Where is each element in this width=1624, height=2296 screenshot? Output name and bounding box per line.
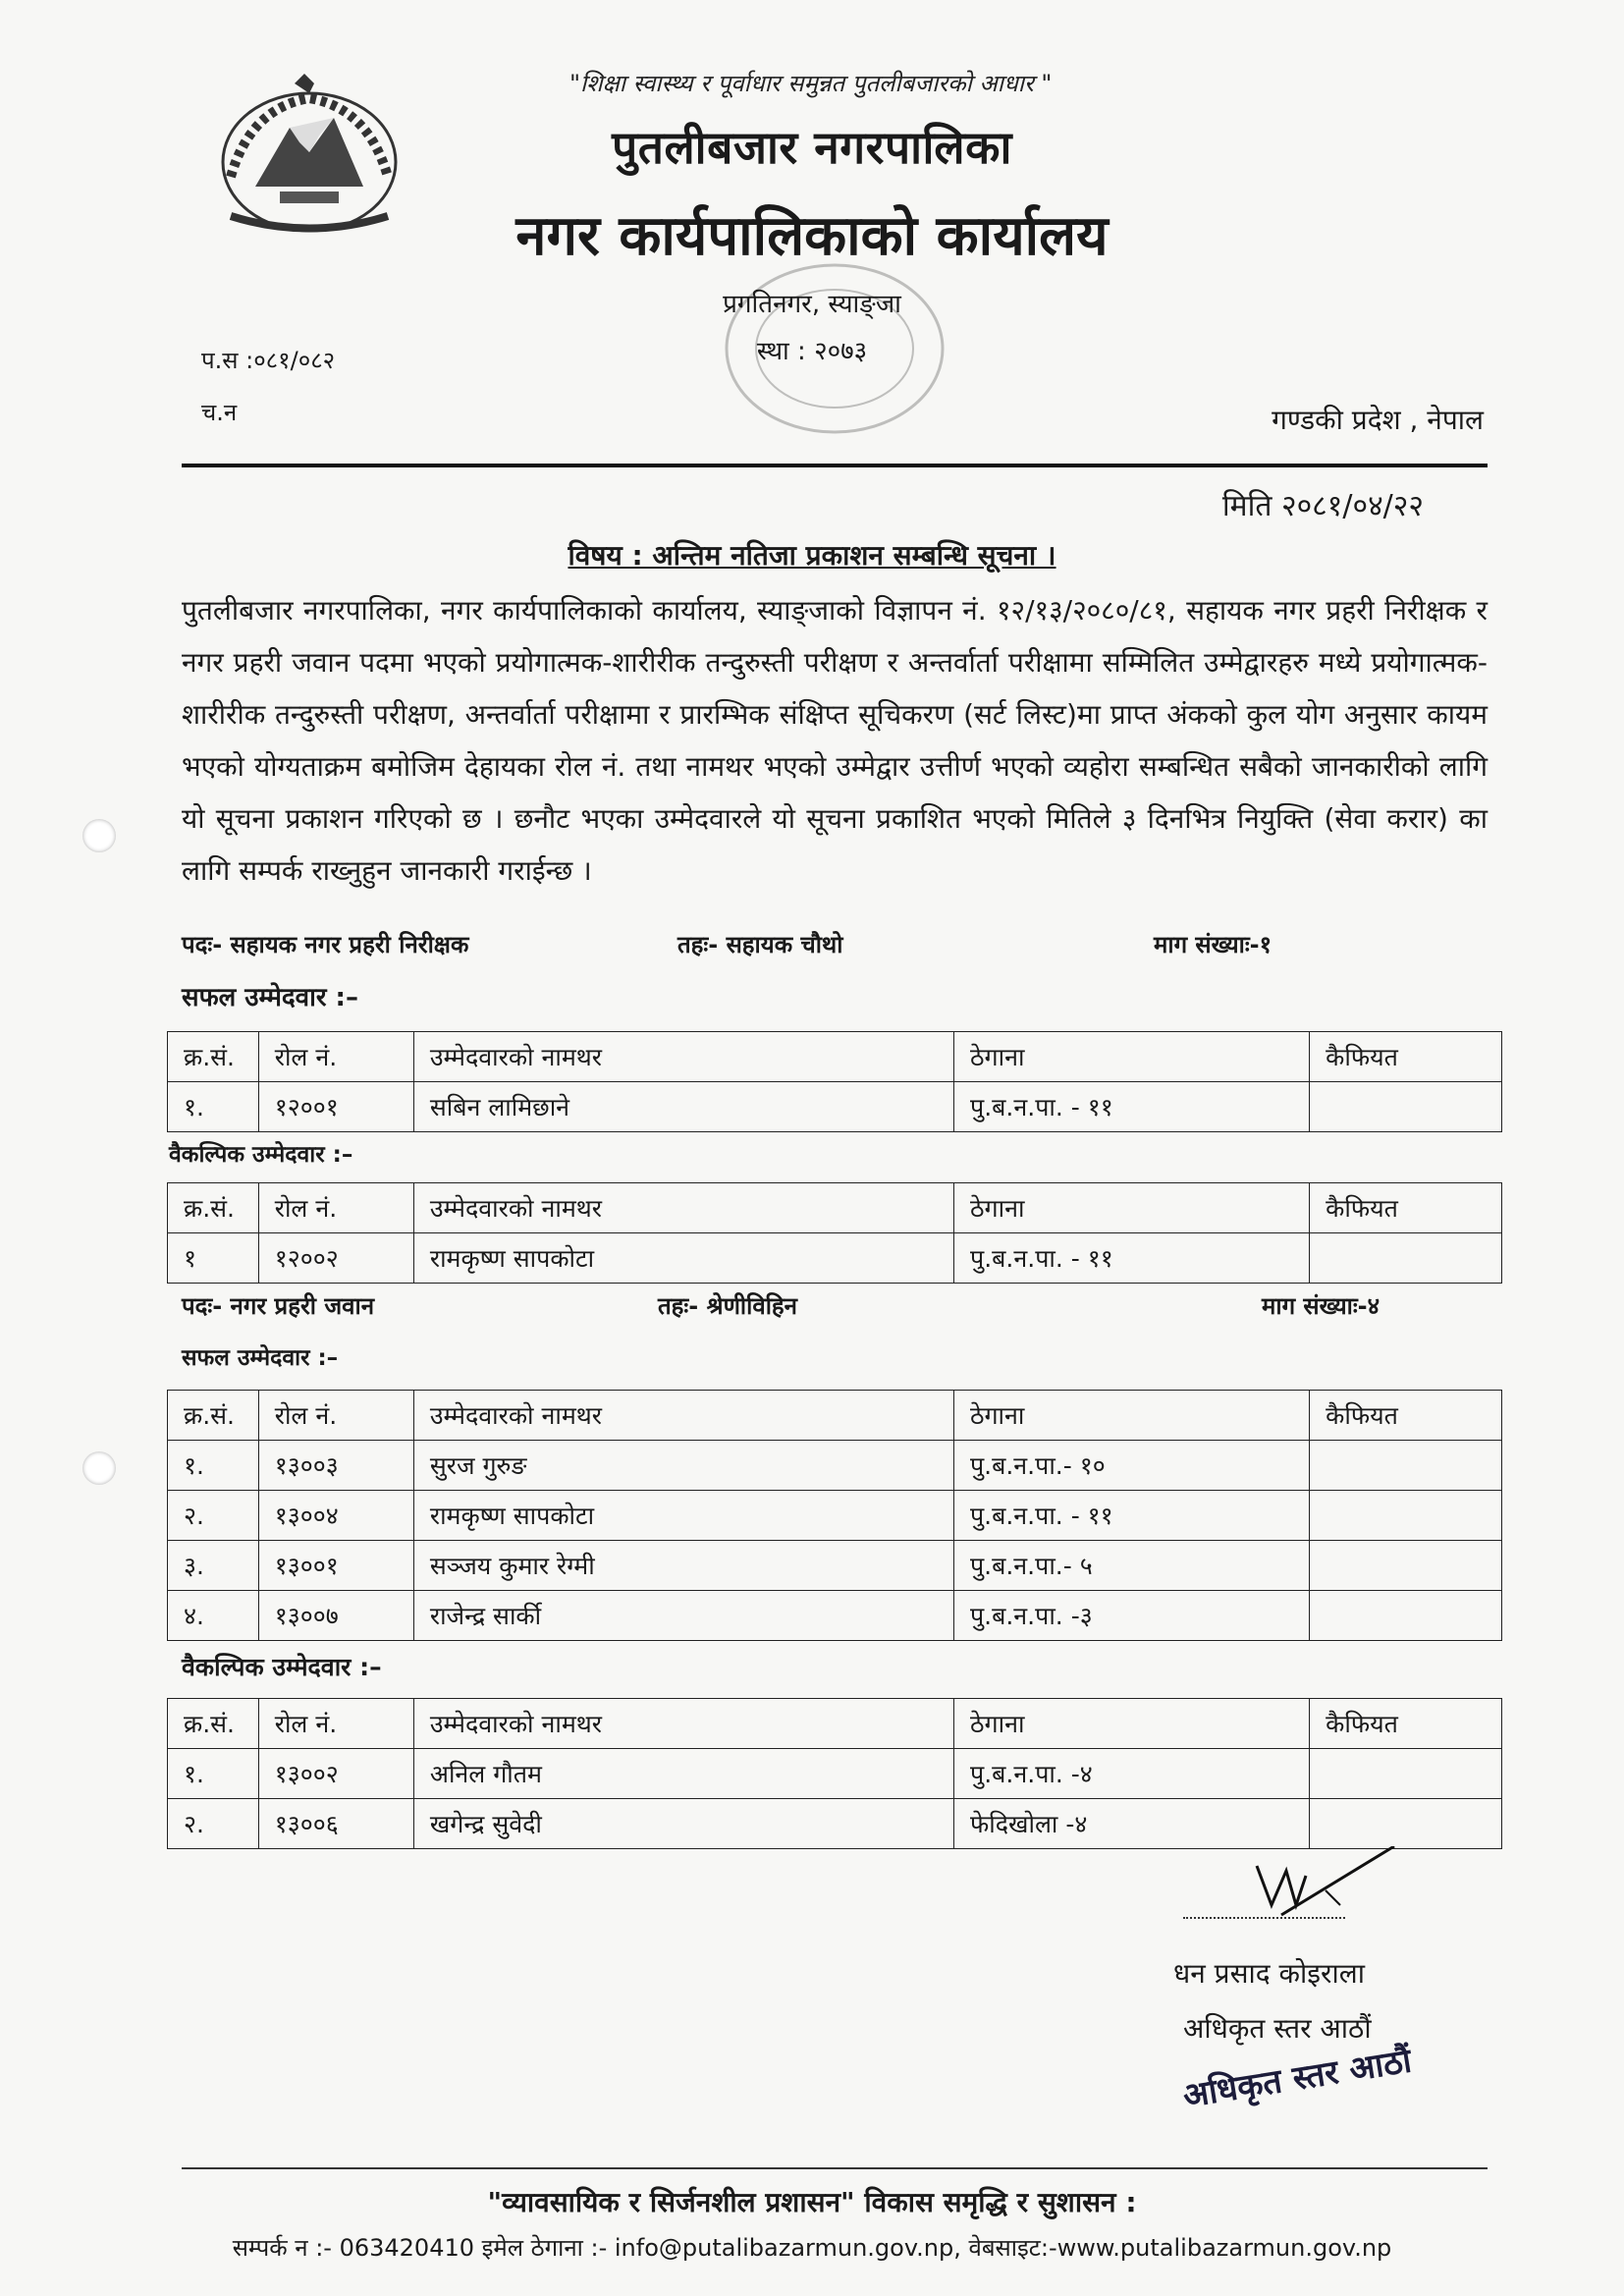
cell-serial: १. xyxy=(168,1082,259,1132)
footer-contact: सम्पर्क न :- 063420410 इमेल ठेगाना :- info@putalibazarmun.gov.np, वेबसाइट:-www.putalibazarmun.gov.np xyxy=(232,2234,1392,2262)
cell-candidate-name: सञ्जय कुमार रेग्मी xyxy=(413,1541,953,1591)
cell-roll-no: १३००६ xyxy=(258,1799,413,1849)
handwritten-signature xyxy=(1227,1846,1404,1925)
established-year: स्था : २०७३ xyxy=(756,337,868,366)
cell-address: फेदिखोला -४ xyxy=(954,1799,1310,1849)
footer-motto: "व्यावसायिक र सिर्जनशील प्रशासन" विकास समृद्धि र सुशासन : xyxy=(487,2186,1137,2218)
signature-line xyxy=(1183,1917,1345,1919)
cell-candidate-name: खगेन्द्र सुवेदी xyxy=(413,1799,953,1849)
letter-date: मिति २०८१/०४/२२ xyxy=(1221,489,1424,523)
column-header-remarks: कैफियत xyxy=(1310,1032,1502,1082)
table-header-row xyxy=(168,1183,1502,1233)
cell-remarks xyxy=(1310,1591,1502,1641)
footer-divider xyxy=(182,2167,1488,2169)
cell-candidate-name: रामकृष्ण सापकोटा xyxy=(413,1233,953,1284)
signatory-name: धन प्रसाद कोइराला xyxy=(1173,1957,1365,1990)
cell-remarks xyxy=(1310,1082,1502,1132)
cell-roll-no: १३००१ xyxy=(258,1541,413,1591)
cell-candidate-name: राजेन्द्र सार्की xyxy=(413,1591,953,1641)
column-header-roll-no: रोल नं. xyxy=(258,1699,413,1749)
table-row xyxy=(168,1441,1502,1491)
municipality-name: पुतलीबजार नगरपालिका xyxy=(612,121,1012,174)
cell-serial: ४. xyxy=(168,1591,259,1641)
column-header-roll-no: रोल नं. xyxy=(258,1391,413,1441)
reference-number: प.स :०८१/०८२ xyxy=(201,347,336,374)
cell-address: पु.ब.न.पा.- १० xyxy=(953,1441,1309,1491)
cell-serial: १. xyxy=(168,1749,259,1799)
cell-roll-no: १३००७ xyxy=(258,1591,413,1641)
cell-serial: १. xyxy=(168,1441,259,1491)
column-header-serial: क्र.सं. xyxy=(168,1183,259,1233)
cell-candidate-name: अनिल गौतम xyxy=(413,1749,953,1799)
post1-title: पदः- सहायक नगर प्रहरी निरीक्षक xyxy=(182,931,469,958)
column-header-candidate-name: उम्मेदवारको नामथर xyxy=(413,1699,953,1749)
column-header-roll-no: रोल नं. xyxy=(258,1032,413,1082)
post2-alt-table xyxy=(167,1698,1502,1849)
cell-address: पु.ब.न.पा. - ११ xyxy=(954,1082,1310,1132)
post2-demand: माग संख्याः-४ xyxy=(1262,1292,1380,1320)
column-header-serial: क्र.सं. xyxy=(168,1699,259,1749)
table-row xyxy=(168,1233,1502,1284)
post1-success-heading: सफल उम्मेदवार :– xyxy=(182,983,358,1012)
signatory-stamp: अधिकृत स्तर आठौं xyxy=(1180,2041,1415,2116)
header-divider xyxy=(182,464,1488,467)
post1-success-table xyxy=(167,1031,1502,1132)
subject-text: विषय : अन्तिम नतिजा प्रकाशन सम्बन्धि सूचना । xyxy=(568,539,1056,572)
cell-roll-no: १३००२ xyxy=(258,1749,413,1799)
province: गण्डकी प्रदेश , नेपाल xyxy=(1272,404,1484,436)
office-name: नगर कार्यपालिकाको कार्यालय xyxy=(515,204,1109,268)
table-row xyxy=(168,1749,1502,1799)
table-row xyxy=(168,1082,1502,1132)
column-header-candidate-name: उम्मेदवारको नामथर xyxy=(413,1032,953,1082)
post2-alt-heading: वैकल्पिक उम्मेदवार :– xyxy=(182,1653,382,1681)
column-header-serial: क्र.सं. xyxy=(168,1391,259,1441)
cell-address: पु.ब.न.पा. -३ xyxy=(953,1591,1309,1641)
dispatch-number: च.न xyxy=(201,399,238,426)
cell-address: पु.ब.न.पा. -४ xyxy=(954,1749,1310,1799)
office-address: प्रगतिनगर, स्याङ्जा xyxy=(723,290,901,319)
table-header-row xyxy=(168,1391,1502,1441)
cell-address: पु.ब.न.पा. - ११ xyxy=(953,1491,1309,1541)
column-header-remarks: कैफियत xyxy=(1310,1699,1502,1749)
column-header-address: ठेगाना xyxy=(954,1032,1310,1082)
cell-address: पु.ब.न.पा. - ११ xyxy=(954,1233,1310,1284)
column-header-roll-no: रोल नं. xyxy=(258,1183,413,1233)
table-header-row xyxy=(168,1699,1502,1749)
cell-remarks xyxy=(1310,1749,1502,1799)
signatory-title: अधिकृत स्तर आठौं xyxy=(1183,2012,1372,2045)
cell-serial: २. xyxy=(168,1491,259,1541)
column-header-candidate-name: उम्मेदवारको नामथर xyxy=(413,1391,953,1441)
slogan: "शिक्षा स्वास्थ्य र पूर्वाधार समुन्नत पुतलीबजारको आधार " xyxy=(569,70,1053,97)
cell-roll-no: १२००२ xyxy=(258,1233,413,1284)
post1-alt-table xyxy=(167,1182,1502,1284)
cell-roll-no: १३००४ xyxy=(258,1491,413,1541)
table-row xyxy=(168,1541,1502,1591)
table-row xyxy=(168,1591,1502,1641)
table-row xyxy=(168,1799,1502,1849)
post2-success-heading: सफल उम्मेदवार :– xyxy=(182,1345,339,1371)
cell-candidate-name: सुरज गुरुङ xyxy=(413,1441,953,1491)
post1-level: तहः- सहायक चौथो xyxy=(677,931,843,958)
cell-serial: २. xyxy=(168,1799,259,1849)
notice-body: पुतलीबजार नगरपालिका, नगर कार्यपालिकाको कार्यालय, स्याङ्जाको विज्ञापन नं. १२/१३/२०८०/८१, सहायक नगर प्रहरी निरीक्षक र नगर प्रहरी जवान पदमा भएको प्रयोगात्मक-शारीरीक तन्दुरुस्ती परीक्षण र अन्तर्वार्ता परीक्षामा सम्मिलित उम्मेद्वारहरु मध्ये प्रयोगात्मक-शारीरीक तन्दुरुस्ती परीक्षण, अन्तर्वार्ता परीक्षामा र प्रारम्भिक संक्षिप्त सूचिकरण (सर्ट लिस्ट)मा प्राप्त अंकको कुल योग अनुसार कायम भएको योग्यताक्रम बमोजिम देहायका रोल नं. तथा नामथर भएको उम्मेद्वार उत्तीर्ण भएको व्यहोरा सम्बन्धित सबैको जानकारीको लागि यो सूचना प्रकाशन गरिएको छ । छनौट भएका उम्मेदवारले यो सूचना प्रकाशित भएको मितिले ३ दिनभित्र नियुक्ति (सेवा करार) का लागि सम्पर्क राख्नुहुन जानकारी गराईन्छ । xyxy=(182,594,1488,887)
punch-hole xyxy=(82,1451,116,1485)
column-header-candidate-name: उम्मेदवारको नामथर xyxy=(413,1183,953,1233)
column-header-address: ठेगाना xyxy=(954,1183,1310,1233)
post2-level: तहः- श्रेणीविहिन xyxy=(658,1292,797,1320)
column-header-address: ठेगाना xyxy=(954,1699,1310,1749)
table-header-row xyxy=(168,1032,1502,1082)
column-header-remarks: कैफियत xyxy=(1310,1183,1502,1233)
table-row xyxy=(168,1491,1502,1541)
cell-remarks xyxy=(1310,1491,1502,1541)
punch-hole xyxy=(82,819,116,852)
subject-line xyxy=(0,536,1624,574)
cell-remarks xyxy=(1310,1233,1502,1284)
cell-remarks xyxy=(1310,1799,1502,1849)
post2-title: पदः- नगर प्रहरी जवान xyxy=(182,1292,375,1320)
cell-candidate-name: सबिन लामिछाने xyxy=(413,1082,953,1132)
post1-alt-heading: वैकल्पिक उम्मेदवार :– xyxy=(169,1142,353,1168)
cell-roll-no: १३००३ xyxy=(258,1441,413,1491)
column-header-remarks: कैफियत xyxy=(1310,1391,1502,1441)
cell-address: पु.ब.न.पा.- ५ xyxy=(953,1541,1309,1591)
cell-serial: १ xyxy=(168,1233,259,1284)
column-header-address: ठेगाना xyxy=(953,1391,1309,1441)
post2-success-table xyxy=(167,1390,1502,1641)
cell-candidate-name: रामकृष्ण सापकोटा xyxy=(413,1491,953,1541)
cell-roll-no: १२००१ xyxy=(258,1082,413,1132)
column-header-serial: क्र.सं. xyxy=(168,1032,259,1082)
post1-demand: माग संख्याः-१ xyxy=(1154,931,1272,958)
cell-serial: ३. xyxy=(168,1541,259,1591)
cell-remarks xyxy=(1310,1541,1502,1591)
cell-remarks xyxy=(1310,1441,1502,1491)
